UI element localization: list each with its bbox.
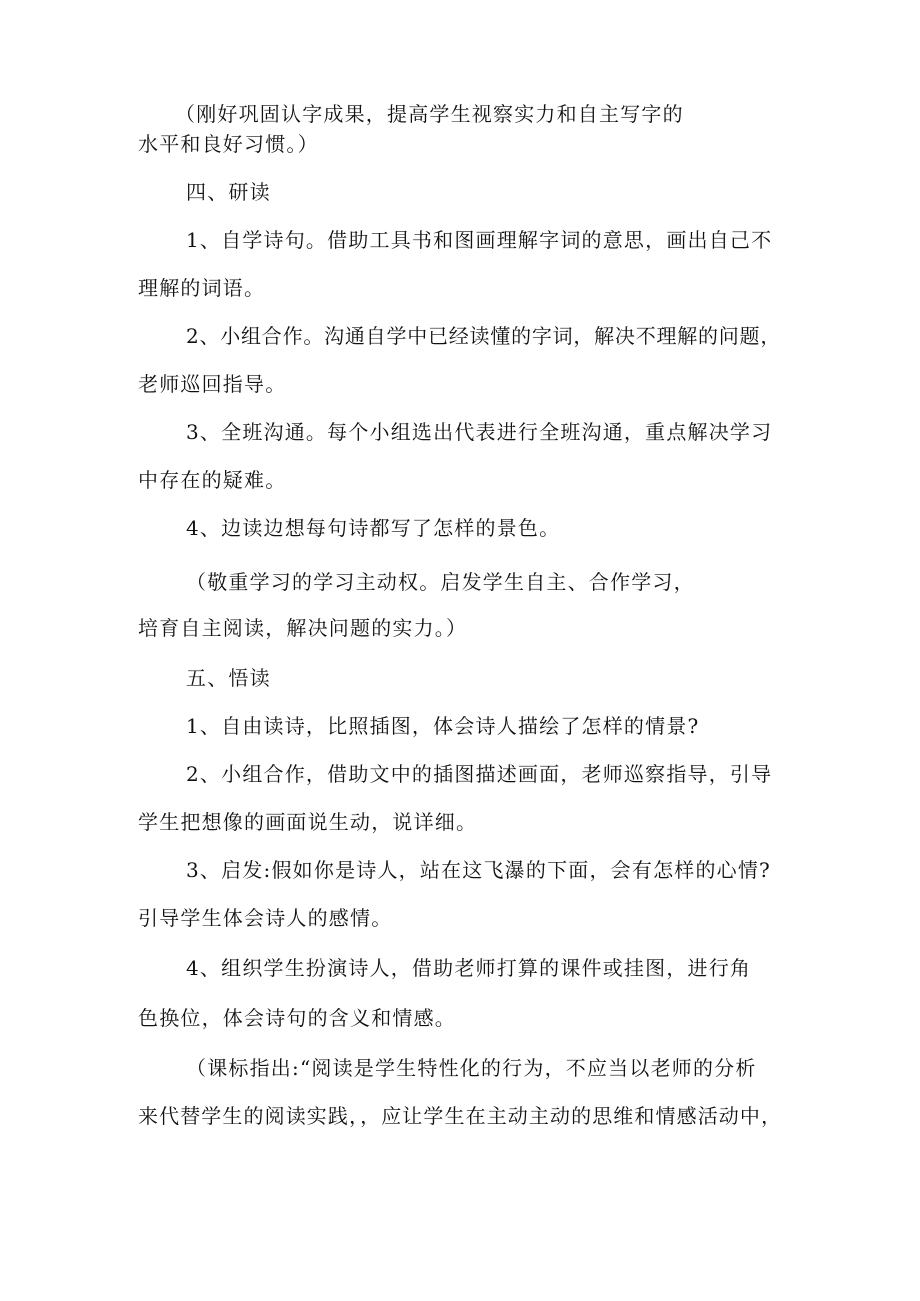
text-line: 3、启发:假如你是诗人，站在这飞瀑的下面，会有怎样的心情?	[186, 858, 771, 882]
text-line: 学生把想像的画面说生动，说详细。	[138, 810, 478, 834]
text-line: 理解的词语。	[138, 276, 266, 300]
text-line: 老师巡回指导。	[138, 372, 287, 396]
text-line: 4、组织学生扮演诗人，借助老师打算的课件或挂图，进行角	[186, 956, 752, 980]
text-line: 培育自主阅读，解决问题的实力。）	[138, 616, 468, 640]
text-line: 1、自由读诗，比照插图，体会诗人描绘了怎样的情景?	[186, 714, 700, 738]
text-line: 1、自学诗句。借助工具书和图画理解字词的意思，画出自己不	[186, 228, 773, 252]
text-line: （敬重学习的学习主动权。启发学生自主、合作学习，	[186, 570, 695, 594]
text-line: （课标指出:“阅读是学生特性化的行为，不应当以老师的分析	[186, 1056, 757, 1080]
text-line: 色换位，体会诗句的含义和情感。	[138, 1006, 456, 1030]
text-line: 引导学生体会诗人的感情。	[138, 906, 393, 930]
text-line: 2、小组合作，借助文中的插图描述画面，老师巡察指导，引导	[186, 762, 773, 786]
text-line: 水平和良好习惯。）	[138, 132, 319, 156]
text-line: 4、边读边想每句诗都写了怎样的景色。	[186, 516, 561, 540]
text-line: 2、小组合作。沟通自学中已经读懂的字词，解决不理解的问题，	[186, 324, 782, 348]
text-line: 中存在的疑难。	[138, 468, 287, 492]
text-line: 3、全班沟通。每个小组选出代表进行全班沟通，重点解决学习	[186, 420, 773, 444]
text-line: 来代替学生的阅读实践，，应让学生在主动主动的思维和情感活动中，	[138, 1104, 783, 1128]
section-heading: 四、研读	[186, 180, 271, 204]
text-line: （刚好巩固认字成果，提高学生视察实力和自主写字的	[175, 102, 684, 126]
section-heading: 五、悟读	[186, 666, 271, 690]
